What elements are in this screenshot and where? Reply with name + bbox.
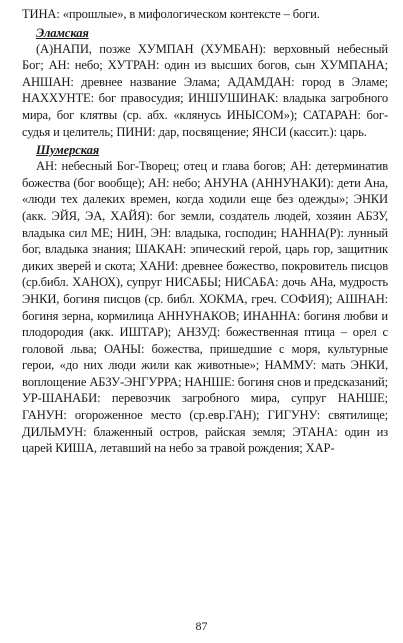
page-text: [22, 6, 388, 457]
section-body-sumerian: АН: небесный Бог-Творец; отец и глава богов; АН: детерминатив божества (бог вообще); АН: небо; АНУНА (АННУНАКИ): дети Ана, «люди тех далеких времен, когда ходили еще без одежды»; ЭНКИ (акк. ЭЙЯ, ЭА, ХАЙЯ): бог земли, создатель людей, хозяин АБЗУ, владыка сил МЕ; НИН, ЭН: владыка, господин; НАННА(Р): лунный бог, владыка знания; ШАКАН: эпический герой, царь гор, защитник диких зверей и скота; ХАНИ: древнее божество, покровитель писцов (ср.библ. ХАНОХ), супруг НИСАБЫ; НИСАБА: дочь АНа, мудрость ЭНКИ, богиня писцов (ср. библ. ХОКМА, греч. СОФИЯ); АШНАН: богиня зерна, кормилица АННУНАКОВ; ИНАННА: богиня любви и плодородия (акк. ИШТАР); АНЗУД: божественная птица – орел с головой льва; ОАНЫ: божества, пришедшие с моря, культурные герои, «до них люди жили как животные»; НАММУ: мать ЭНКИ, воплощение АБЗУ-ЭНГУРРА; НАНШЕ: богиня снов и предсказаний; УР-ШАНАБИ: перевозчик загробного мира, супруг НАНШЕ; ГАНУН: огороженное место (ср.евр.ГАН); ГИГУНУ: святилище; ДИЛЬМУН: блаженный остров, райская земля; ЭТАНА: один из царей КИША, летавший на небо за травой рождения; ХАР-: [22, 159, 388, 456]
section-body-elamite: (А)НАПИ, позже ХУМПАН (ХУМБАН): верховный небесный Бог; АН: небо; ХУТРАН: один из высших богов, сын ХУМПАНА; АНШАН: древнее название Элама; АДАМДАН: город в Эламе; НАХХУНТЕ: бог правосудия; ИНШУШИНАК: владыка загробного мира, бог клятвы (ср. абх. «клянусь ИНЫСОМ»); САТАРАН: бог-судья и целитель; ПИНИ: дар, посвящение; ЯНСИ (кассит.): царь.: [22, 41, 388, 139]
section-heading-elamite: Эламская: [36, 25, 89, 40]
section-heading-sumerian: Шумерская: [36, 143, 100, 158]
page-number: 87: [195, 619, 208, 633]
intro-paragraph: ТИНА: «прошлые», в мифологическом контексте – боги.: [22, 7, 320, 21]
